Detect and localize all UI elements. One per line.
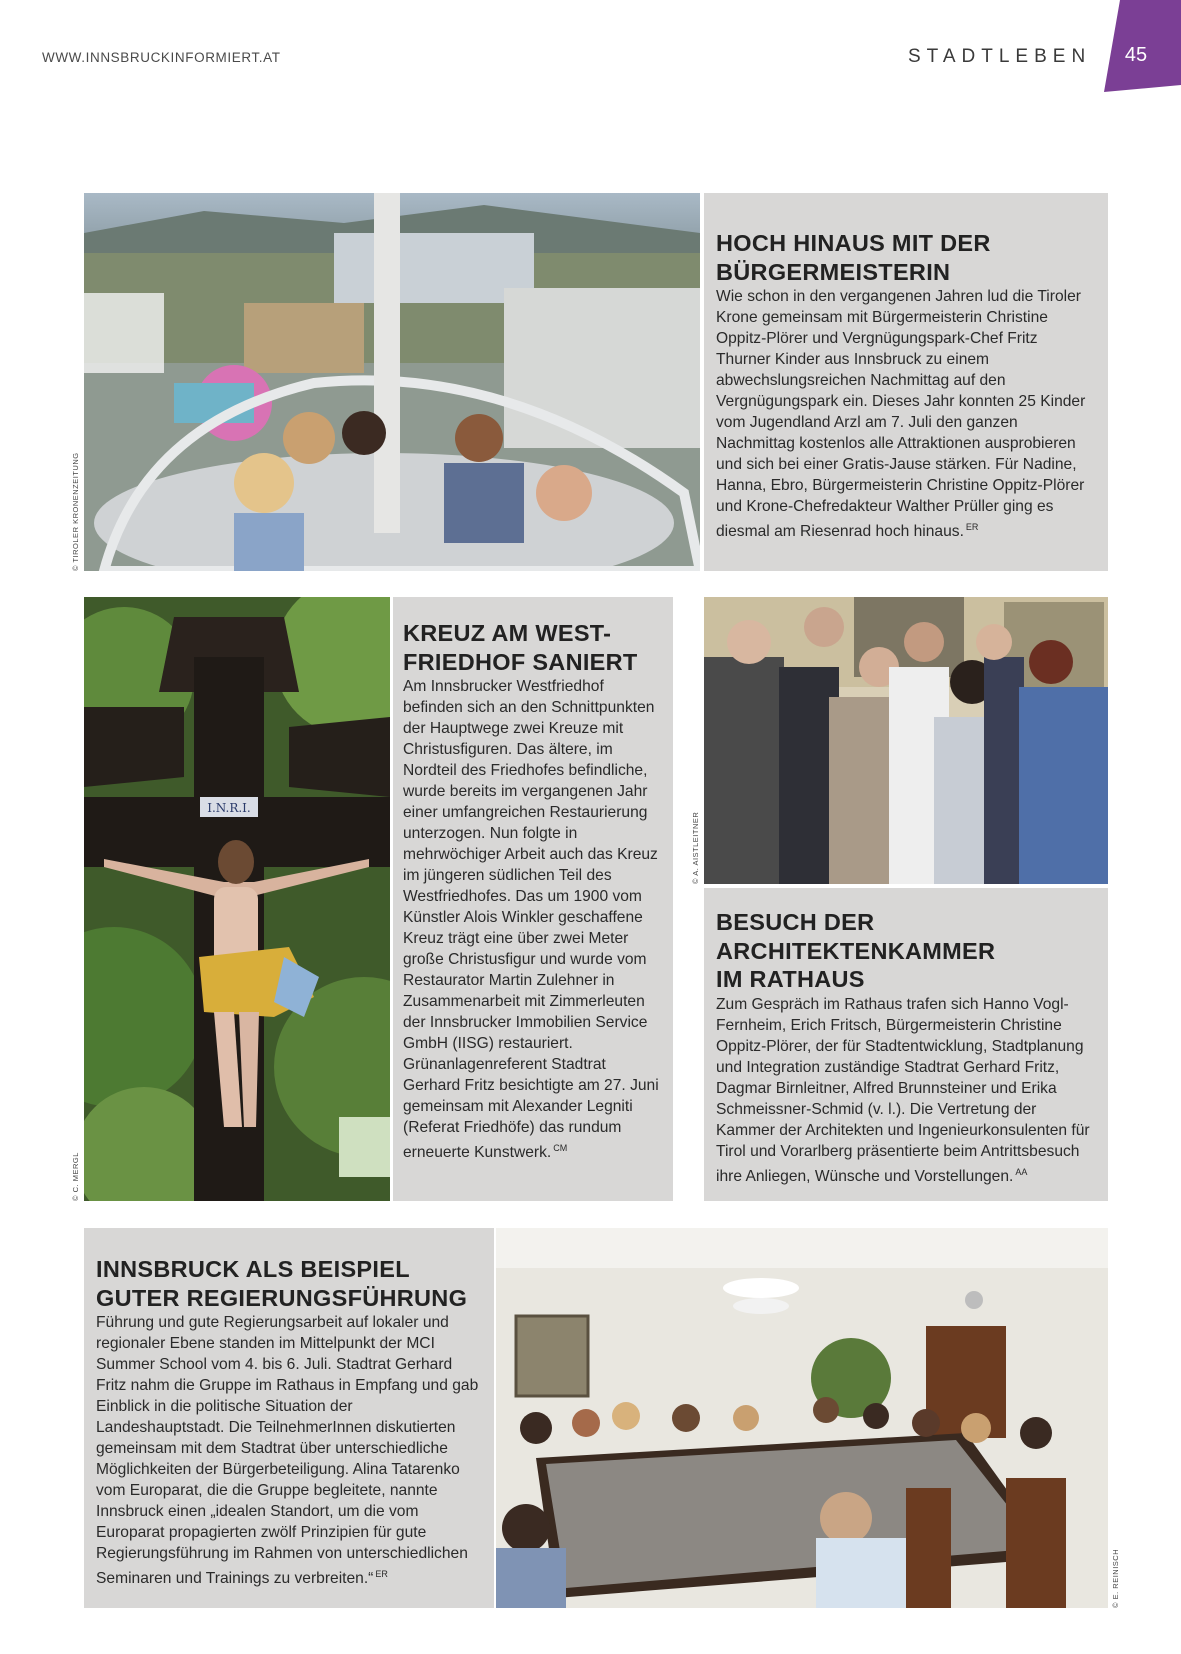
riesenrad-body: Wie schon in den vergangenen Jahren lud die Tiroler Krone gemeinsam mit Bürgermeisterin Christine Oppitz-Plörer und Vergnügungspark-Chef Fritz Thurner Kinder aus Innsbruck zu einem abwechslungsreichen Nachmittag auf den Vergnügungspark ein. Dieses Jahr konnten 25 Kinder vom Jugendland Arzl am 7. Juli den ganzen Nachmittag kostenlos alle Attraktionen ausprobieren und sich bei einer Gratis-Jause stärken. Für Nadine, Hanna, Ebro, Bürgermeisterin Christine Oppitz-Plörer und Krone-Chefredakteur Walther Prüller ging es diesmal am Riesenrad hoch hinaus. $^{ER}$ bbox=[716, 288, 1086, 540]
regierung-author-sign: ER bbox=[375, 1569, 388, 1579]
riesenrad-photo-credit: © TIROLER KRONENZEITUNG bbox=[71, 452, 80, 571]
architekten-photo bbox=[704, 597, 1108, 884]
riesenrad-headline: HOCH HINAUS MIT DER BÜRGERMEISTERIN bbox=[716, 230, 991, 285]
section-label: STADTLEBEN bbox=[908, 46, 1092, 67]
riesenrad-author-sign: ER bbox=[965, 522, 979, 532]
kreuz-photo bbox=[84, 597, 390, 1201]
architekten-author-sign: AA bbox=[1015, 1166, 1028, 1177]
kreuz-photo-image bbox=[84, 597, 390, 1201]
riesenrad-photo-image bbox=[84, 193, 700, 571]
regierung-article bbox=[84, 1228, 494, 1608]
architekten-headline: BESUCH DER ARCHITEKTENKAMMER IM RATHAUS bbox=[716, 909, 996, 992]
regierung-photo-credit: © E. REINISCH bbox=[1111, 1548, 1120, 1608]
site-url[interactable]: WWW.INNSBRUCKINFORMIERT.AT bbox=[42, 50, 281, 65]
architekten-body: Zum Gespräch im Rathaus trafen sich Hanno Vogl-Fernheim, Erich Fritsch, Bürgermeisterin Christine Oppitz-Plörer, der für Stadtentwicklung, Stadtplanung und Integration zuständige Stadtrat Gerhard Fritz, Dagmar Birnleitner, Alfred Brunnsteiner und Erika Schmeissner-Schmid (v. l.). Die Vertretung der Kammer der Architekten und Ingenieurkonsulenten für Tirol und Vorarlberg präsentierte beim Antrittsbesuch ihre Anliegen, Wünsche und Vorstellungen. $^{AA}$ bbox=[716, 995, 1090, 1185]
regierung-photo-image bbox=[496, 1228, 1108, 1608]
architekten-article bbox=[704, 888, 1108, 1201]
kreuz-headline: KREUZ AM WEST-FRIEDHOF SANIERT bbox=[403, 620, 638, 675]
riesenrad-photo bbox=[84, 193, 700, 571]
page-number: 45 bbox=[1124, 44, 1148, 66]
regierung-headline: INNSBRUCK ALS BEISPIEL GUTER REGIERUNGSFÜHRUNG bbox=[96, 1256, 468, 1311]
architekten-photo-image bbox=[704, 597, 1108, 884]
kreuz-photo-credit: © C. MERGL bbox=[71, 1152, 80, 1201]
kreuz-author-sign: CM bbox=[553, 1143, 568, 1153]
regierung-photo bbox=[496, 1228, 1108, 1608]
kreuz-inscription: I.N.R.I. bbox=[207, 801, 251, 815]
kreuz-article bbox=[393, 597, 673, 1201]
kreuz-body: Am Innsbrucker Westfriedhof befinden sich an den Schnittpunkten der Hauptwege zwei Kreuze mit Christusfiguren. Das ältere, im Nordteil des Friedhofes befindliche, wurde bereits im vergangenen Jahr einer umfangreichen Restaurierung unterzogen. Nun folgte in mehrwöchiger Arbeit auch das Kreuz im jüngeren südlichen Teil des Westfriedhofes. Das um 1900 vom Künstler Alois Winkler geschaffene Kreuz trägt eine über zwei Meter große Christusfigur und wurde vom Restaurator Martin Zulehner in Zusammenarbeit mit Zimmerleuten der Innsbrucker Immobilien Service GmbH (IISG) restauriert. Grünanlagenreferent Stadtrat Gerhard Fritz besichtigte am 27. Juni gemeinsam mit Alexander Legniti (Referat Friedhöfe) das rundum erneuerte Kunstwerk. $^{CM}$ bbox=[403, 678, 659, 1161]
architekten-photo-credit: © A. AISTLEITNER bbox=[691, 811, 700, 884]
riesenrad-article bbox=[704, 193, 1108, 571]
regierung-body: Führung und gute Regierungsarbeit auf lokaler und regionaler Ebene standen im Mittelpunkt der MCI Summer School vom 4. bis 6. Juli. Stadtrat Gerhard Fritz nahm die Gruppe im Rathaus in Empfang und gab Einblick in die politische Situation der Landeshauptstadt. Die TeilnehmerInnen diskutierten gemeinsam mit dem Stadtrat über unterschiedliche Möglichkeiten der Bürgerbeteiligung. Alina Tatarenko vom Europarat, die die Gruppe begleitete, nannte Innsbruck einen „idealen Standort, um die vom Europarat propagierten zwölf Prinzipien für gute Regierungsführung im Rahmen von unterschiedlichen Seminaren und Trainings zu verbreiten.“ $^{ER}$ bbox=[96, 1314, 479, 1587]
